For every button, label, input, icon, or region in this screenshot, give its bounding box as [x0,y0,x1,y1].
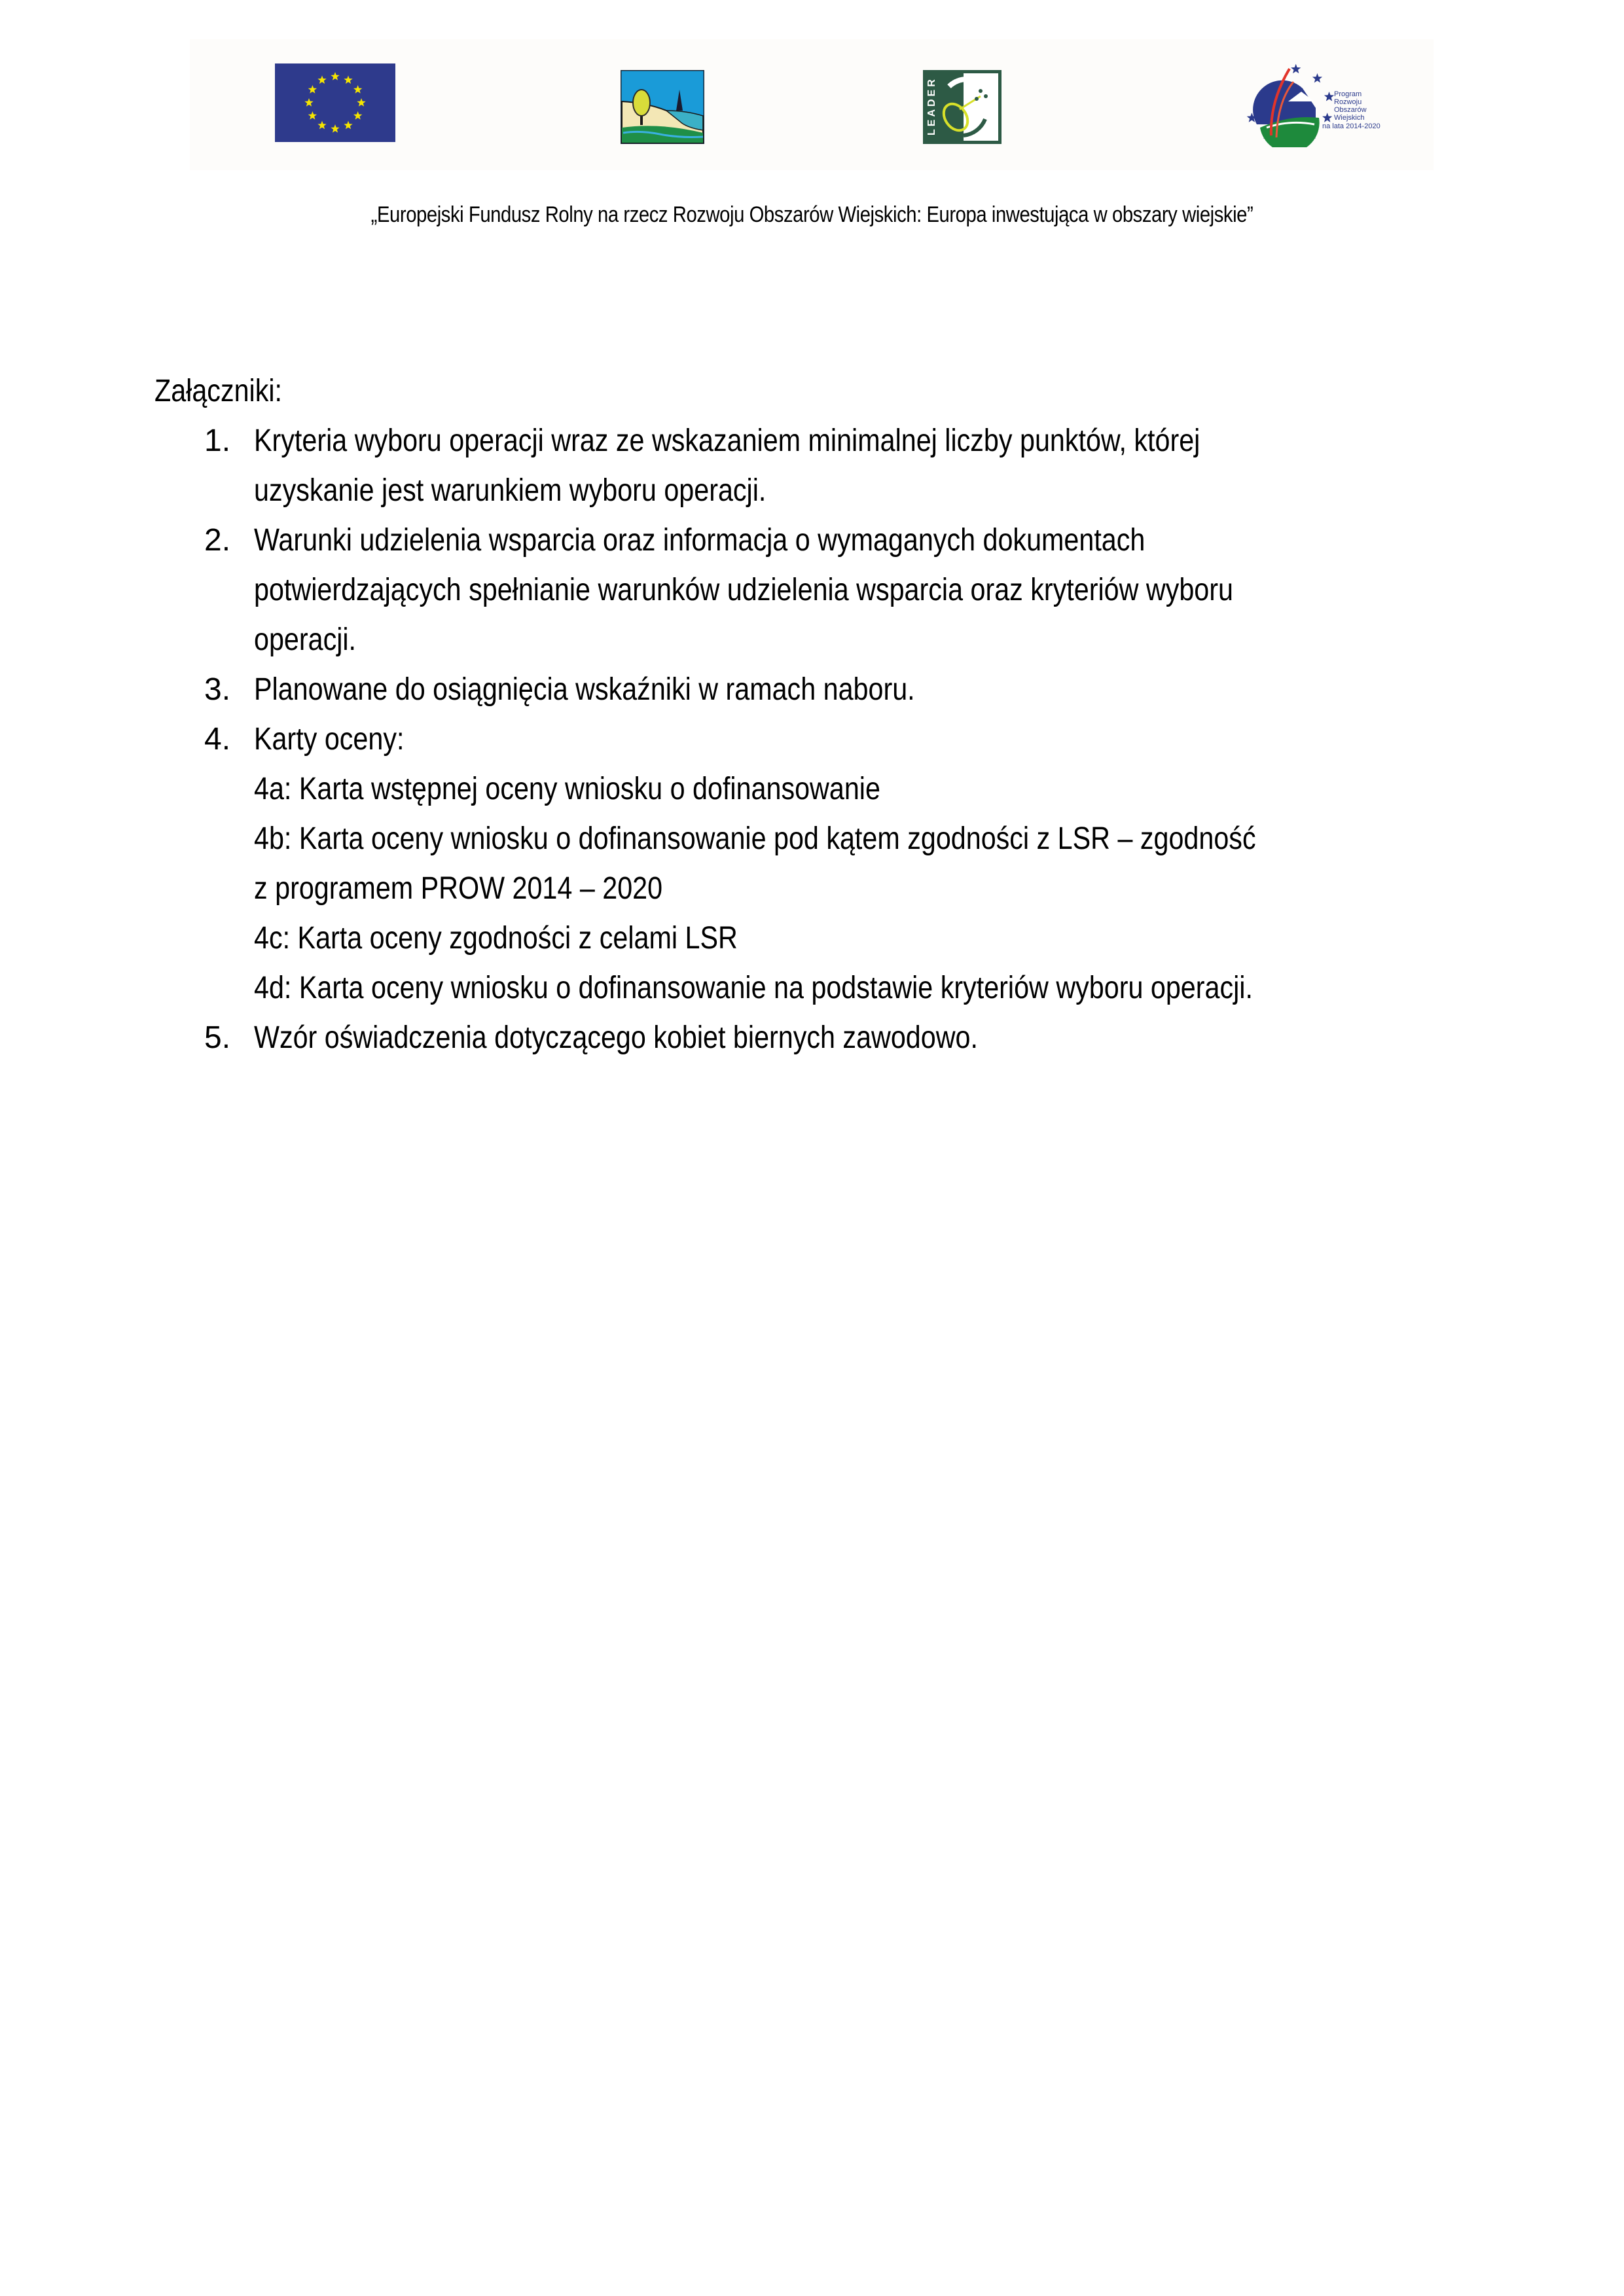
leader-leaf-icon [923,70,1001,144]
eu-flag-icon [275,63,395,142]
list-item-line: potwierdzających spełnianie warunków udzielenia wsparcia oraz kryteriów wyboru [254,573,1233,607]
list-item-line: Karty oceny: [254,722,405,757]
sub-item-4d: 4d: Karta oceny wniosku o dofinansowanie na podstawie kryteriów wyboru operacji. [254,971,1253,1005]
prow-line-2: Rozwoju [1334,98,1362,106]
list-item-line: Planowane do osiągnięcia wskaźniki w ramach naboru. [254,672,915,707]
attachments-heading: Załączniki: [154,374,282,408]
prow-line-1: Program [1334,90,1362,98]
sub-item-4b: 4b: Karta oceny wniosku o dofinansowanie pod kątem zgodności z LSR – zgodność [254,821,1256,856]
list-item-line: operacji. [254,622,357,657]
list-item-line: Wzór oświadczenia dotyczącego kobiet biernych zawodowo. [254,1020,978,1055]
list-number: 3. [204,672,231,707]
list-item-line: Warunki udzielenia wsparcia oraz informacja o wymaganych dokumentach [254,523,1146,558]
lgd-landscape-logo [621,70,704,144]
list-item-line: Kryteria wyboru operacji wraz ze wskazaniem minimalnej liczby punktów, której [254,423,1200,458]
eu-flag-logo [275,63,395,142]
list-number: 2. [204,523,231,558]
leader-logo-text: LEADER [926,77,937,135]
leader-logo [923,70,1001,144]
list-item-line: uzyskanie jest warunkiem wyboru operacji. [254,473,767,508]
prow-star-icon [1322,113,1332,122]
prow-star-icon [1324,92,1334,101]
prow-line-3: Obszarów [1334,106,1367,114]
prow-star-icon [1291,64,1301,73]
list-number: 1. [204,423,231,458]
landscape-icon [621,70,704,144]
list-number: 5. [204,1020,231,1055]
sub-item-4b-cont: z programem PROW 2014 – 2020 [254,871,663,906]
sub-item-4a: 4a: Karta wstępnej oceny wniosku o dofinansowanie [254,772,880,806]
sub-item-4c: 4c: Karta oceny zgodności z celami LSR [254,921,738,956]
list-number: 4. [204,722,231,757]
prow-line-5: na lata 2014-2020 [1322,122,1380,130]
logo-band [190,39,1434,170]
prow-logo [1231,62,1388,147]
prow-line-4: Wiejskich [1334,114,1365,122]
prow-house-stars-icon [1231,62,1388,147]
header-caption: „Europejski Fundusz Rolny na rzecz Rozwoju Obszarów Wiejskich: Europa inwestująca w obszary wiejskie” [370,202,1254,227]
prow-star-icon [1312,73,1322,82]
